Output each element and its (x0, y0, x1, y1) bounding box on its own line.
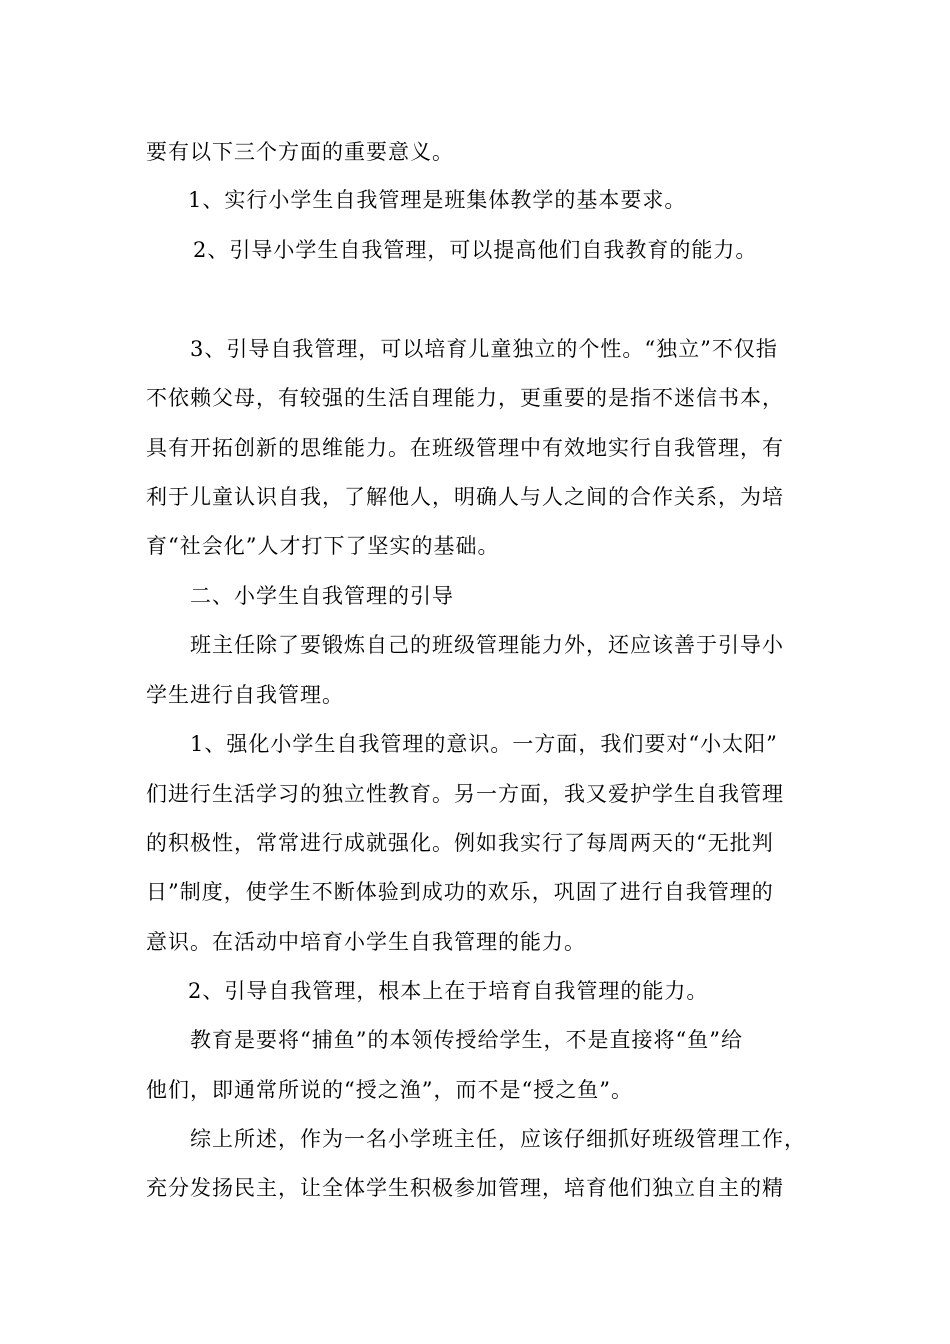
text-line: 学生进行自我管理。 (146, 683, 344, 707)
text-line: 1、强化小学生自我管理的意识。一方面，我们要对“小太阳” (190, 732, 778, 756)
text-line: 要有以下三个方面的重要意义。 (146, 140, 454, 164)
text-line: 综上所述，作为一名小学班主任，应该仔细抓好班级管理工作， (190, 1127, 806, 1151)
text-line: 意识。在活动中培育小学生自我管理的能力。 (146, 930, 586, 954)
text-line: 充分发扬民主，让全体学生积极参加管理，培育他们独立自主的精 (146, 1176, 784, 1200)
text-line: 教育是要将“捕鱼”的本领传授给学生，不是直接将“鱼”给 (190, 1028, 743, 1052)
text-line: 班主任除了要锻炼自己的班级管理能力外，还应该善于引导小 (190, 633, 784, 657)
text-line: 2、引导小学生自我管理，可以提高他们自我教育的能力。 (193, 238, 758, 262)
text-line: 们进行生活学习的独立性教育。另一方面，我又爱护学生自我管理 (146, 782, 784, 806)
text-line: 1、实行小学生自我管理是班集体教学的基本要求。 (188, 188, 687, 212)
text-line: 2、引导自我管理，根本上在于培育自我管理的能力。 (188, 979, 709, 1003)
text-line: 的积极性，常常进行成就强化。例如我实行了每周两天的“无批判 (146, 831, 774, 855)
text-line: 日”制度，使学生不断体验到成功的欢乐，巩固了进行自我管理的 (146, 880, 774, 904)
text-line: 他们，即通常所说的“授之渔”，而不是“授之鱼”。 (146, 1078, 633, 1102)
text-line: 具有开拓创新的思维能力。在班级管理中有效地实行自我管理，有 (146, 436, 784, 460)
text-line: 利于儿童认识自我，了解他人，明确人与人之间的合作关系，为培 (146, 485, 784, 509)
text-line: 3、引导自我管理，可以培育儿童独立的个性。“独立”不仅指 (190, 337, 778, 361)
text-line: 育“社会化”人才打下了坚实的基础。 (146, 534, 500, 558)
section-heading: 二、小学生自我管理的引导 (190, 584, 454, 608)
text-line: 不依赖父母，有较强的生活自理能力，更重要的是指不迷信书本， (146, 386, 784, 410)
